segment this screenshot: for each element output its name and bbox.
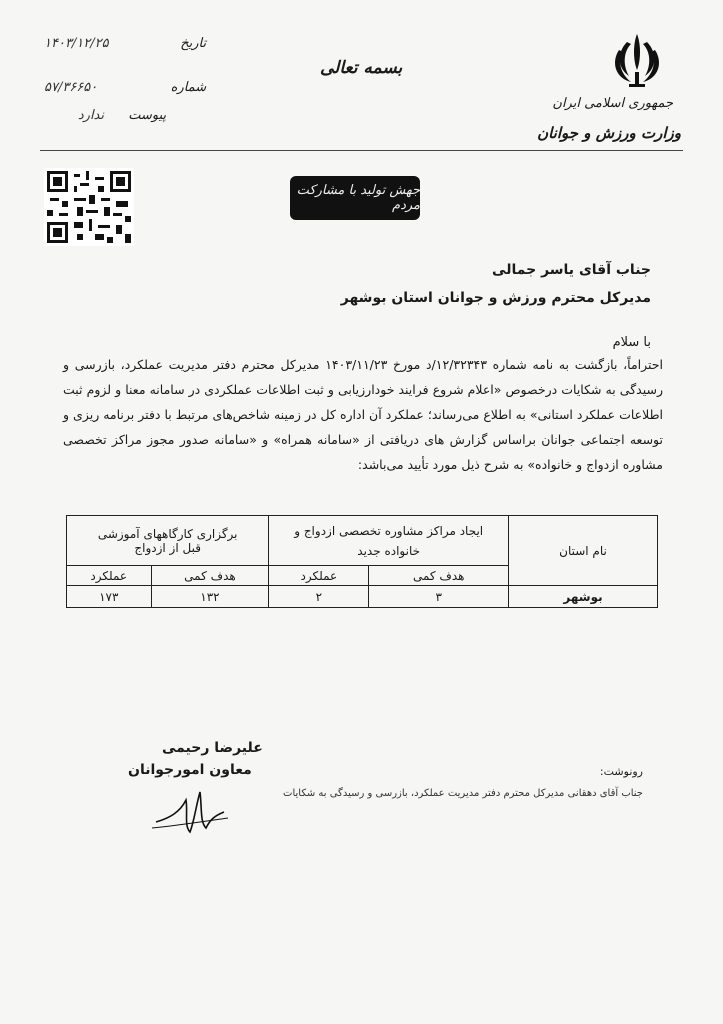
- attachment-label: پیوست: [128, 108, 167, 123]
- date-label: تاریخ: [180, 36, 207, 51]
- g1-target-header: هدف کمی: [369, 566, 509, 586]
- iran-emblem-icon: [609, 30, 665, 92]
- number-label: شماره: [170, 80, 207, 95]
- cell-province: بوشهر: [509, 586, 658, 608]
- col-province-header: نام استان: [509, 516, 658, 586]
- cc-label: رونوشت:: [599, 765, 643, 778]
- slogan-banner: جهش تولید با مشارکت مردم: [290, 176, 420, 220]
- signatory-title: معاون امورجوانان: [128, 762, 252, 778]
- group2-header: برگزاری کارگاههای آموزشی قبل از ازدواج: [67, 516, 269, 566]
- addressee-name: جناب آقای یاسر جمالی: [492, 262, 651, 278]
- date-row: [44, 36, 206, 51]
- attachment-value: ندارد: [77, 108, 104, 123]
- addressee-title: مدیرکل محترم ورزش و جوانان استان بوشهر: [340, 290, 651, 306]
- g2-actual-header: عملکرد: [67, 566, 152, 586]
- date-value: ۱۴۰۳/۱۲/۲۵: [44, 36, 109, 51]
- cc-recipient: جناب آقای دهقانی مدیرکل محترم دفتر مدیریت عملکرد، بازرسی و رسیدگی به شکایات: [283, 788, 643, 799]
- cell-g2-actual: ۱۷۳: [67, 586, 152, 608]
- group1-header: ایجاد مراکز مشاوره تخصصی ازدواج و خانواده جدید: [269, 516, 509, 566]
- signature-icon: [150, 782, 230, 838]
- cell-g2-target: ۱۳۲: [151, 586, 269, 608]
- number-row: [44, 80, 206, 95]
- republic-heading: جمهوری اسلامی ایران: [552, 96, 673, 111]
- header-divider: [40, 150, 683, 151]
- letter-body: احتراماً، بازگشت به نامه شماره ۱۲/۳۲۳۴۳/د مورخ ۱۴۰۳/۱۱/۲۳ مدیرکل محترم دفتر مدیریت عملکرد، بازرسی و رسیدگی به شکایات درخصوص «اعلام شروع فرایند خودارزیابی و ثبت اطلاعات عملکردی در سامانه معنا و لزوم ثبت اطلاعات عملکرد استانی» به اطلاع می‌رساند؛ عملکرد آن اداره کل در زمینه شاخص‌های مرتبط با دفتر برنامه ریزی و توسعه اجتماعی جوانان براساس گزارش های دریافتی از «سامانه همراه» و «سامانه صدور مجوز مراکز تخصصی مشاوره ازدواج و خانواده» به شرح ذیل مورد تأیید می‌باشد:: [63, 357, 663, 472]
- cell-g1-target: ۳: [369, 586, 509, 608]
- cell-g1-actual: ۲: [269, 586, 369, 608]
- performance-table: [66, 515, 658, 608]
- qr-code-icon: [44, 168, 134, 246]
- g1-actual-header: عملکرد: [269, 566, 369, 586]
- attachment-row: [44, 108, 166, 123]
- g2-target-header: هدف کمی: [151, 566, 269, 586]
- ministry-heading: وزارت ورزش و جوانان: [537, 124, 681, 142]
- signatory-name: علیرضا رحیمی: [162, 740, 263, 756]
- greeting: با سلام: [612, 335, 651, 350]
- table-row: [67, 586, 658, 608]
- number-value: ۵۷/۳۶۶۵۰: [44, 80, 98, 95]
- basmala: بسمه تعالی: [320, 58, 403, 78]
